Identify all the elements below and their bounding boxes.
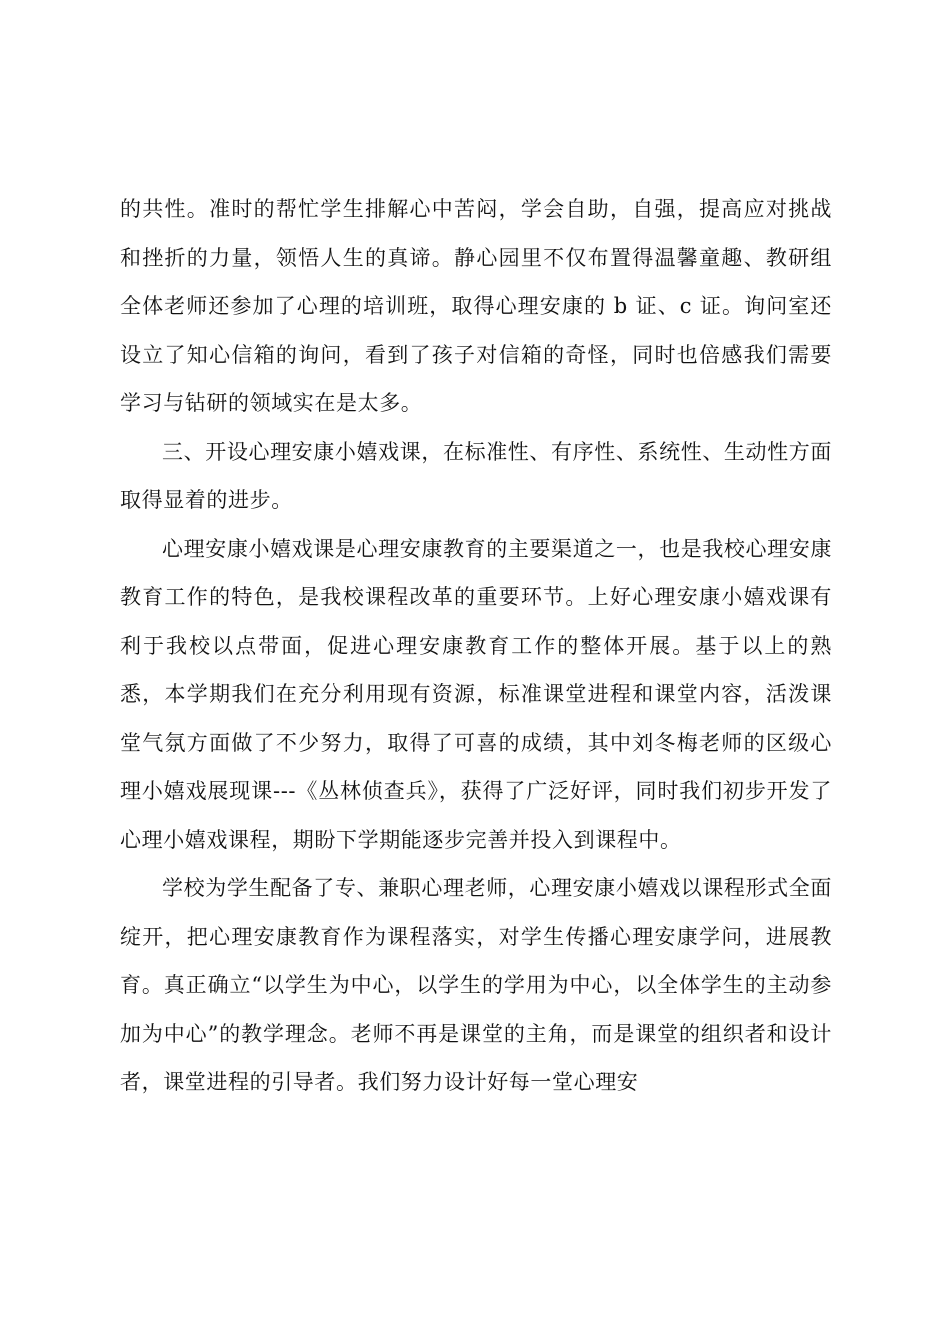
paragraph-teachers: 学校为学生配备了专、兼职心理老师，心理安康小嬉戏以课程形式全面绽开，把心理安康教育作为课程落实，对学生传播心理安康学问，进展教育。真正确立“以学生为中心，以学生的学用为中心，以全体学生的主动参加为中心”的教学理念。老师不再是课堂的主角，而是课堂的组织者和设计者，课堂进程的引导者。我们努力设计好每一堂心理安 <box>120 876 832 1094</box>
paragraph-continuation: 的共性。准时的帮忙学生排解心中苦闷，学会自助，自强，提高应对挑战和挫折的力量，领悟人生的真谛。静心园里不仅布置得温馨童趣、教研组全体老师还参加了心理的培训班，取得心理安康的 b 证、c 证。询问室还设立了知心信箱的询问，看到了孩子对信箱的奇怪，同时也倍感我们需要学习与钻研的领域实在是太多。 <box>120 197 832 415</box>
document-body <box>120 185 832 1107</box>
paragraph-section-heading: 三、开设心理安康小嬉戏课，在标准性、有序性、系统性、生动性方面取得显着的进步。 <box>120 439 832 512</box>
paragraph-game-course: 心理安康小嬉戏课是心理安康教育的主要渠道之一，也是我校心理安康教育工作的特色，是我校课程改革的重要环节。上好心理安康小嬉戏课有利于我校以点带面，促进心理安康教育工作的整体开展。基于以上的熟悉，本学期我们在充分利用现有资源，标准课堂进程和课堂内容，活泼课堂气氛方面做了不少努力，取得了可喜的成绩，其中刘冬梅老师的区级心理小嬉戏展现课---《丛林侦查兵》，获得了广泛好评，同时我们初步开发了心理小嬉戏课程，期盼下学期能逐步完善并投入到课程中。 <box>120 536 832 852</box>
